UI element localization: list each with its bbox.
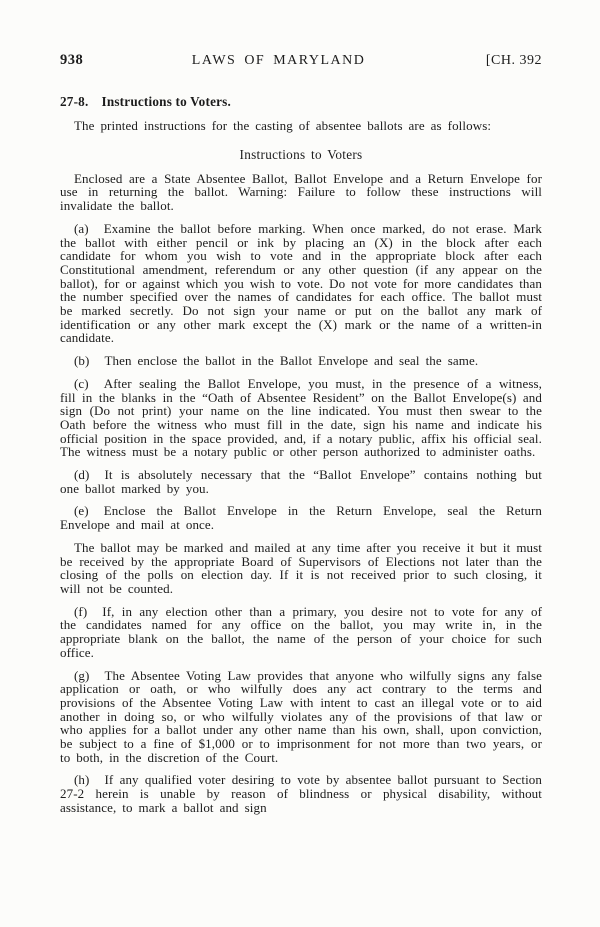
paragraph-a: [60, 222, 542, 345]
page-number: 938: [60, 52, 84, 68]
intro-text: The printed instructions for the casting of absentee ballots are as follows:: [74, 118, 492, 133]
paragraph-text: The Absentee Voting Law provides that anyone who wilfully signs any false application or oath, or who wilfully does any act contrary to the terms and provisions of the Absentee Voting Law with intent to cast an illegal vote or to aid another in doing so, or who wilfully violates any of the provisions of that law or who applies for a ballot under any other name than his own, shall, upon conviction, be subject to a fine of $1,000 or to imprisonment for not more than two years, or to both, in the discretion of the Court.: [60, 667, 542, 765]
paragraph-text: If any qualified voter desiring to vote by absentee ballot pursuant to Section 27-2 herein is unable by reason of blindness or physical disability, without assistance, to mark a ballot and sign: [60, 772, 542, 815]
section-heading: [60, 94, 542, 110]
paragraph-h: [60, 773, 542, 814]
paragraph-label: (a): [74, 220, 89, 236]
paragraph-f: [60, 605, 542, 660]
paragraph-enclosed: [60, 172, 542, 213]
paragraph-text: The ballot may be marked and mailed at any time after you receive it but it must be received by the appropriate Board of Supervisors of Elections not later than the closing of the polls on election day. If it is not received prior to such closing, it will not be counted.: [60, 539, 542, 596]
paragraph-label: (b): [74, 353, 90, 369]
instructions-subtitle: Instructions to Voters: [239, 146, 363, 162]
paragraph-text: Examine the ballot before marking. When once marked, do not erase. Mark the ballot with either pencil or ink by placing an (X) in the block after each candidate for whom you wish to vote and in the appropriate block after each Constitutional amendment, referendum or any other question (if any appear on the ballot), for or against which you wish to vote. Do not vote for more candidates than the number specified over the names of candidates for each office. The ballot must be marked secretly. Do not sign your name or put on the ballot any mark of identification or any other mark except the (X) mark or the name of a written-in candidate.: [60, 220, 542, 346]
paragraph-label: (e): [74, 503, 89, 519]
paragraph-text: It is absolutely necessary that the “Ballot Envelope” contains nothing but one ballot marked by you.: [60, 467, 542, 496]
running-title: LAWS OF MARYLAND: [191, 53, 366, 68]
paragraph-d: [60, 468, 542, 495]
paragraph-label: (c): [74, 375, 89, 391]
paragraph-text: Enclosed are a State Absentee Ballot, Ballot Envelope and a Return Envelope for use in returning the ballot. Warning: Failure to follow these instructions will invalidate the ballot.: [60, 170, 542, 214]
paragraph-text: After sealing the Ballot Envelope, you must, in the presence of a witness, fill in the blanks in the “Oath of Absentee Resident” on the Ballot Envelope(s) and sign (Do not print) your name on the line indicated. You must then swear to the Oath before the witness who must fill in the date, sign his name and indicate his official position in the space provided, and, if a notary public, affix his official seal. The witness must be a notary public or other person authorized to administer oaths.: [60, 375, 542, 460]
running-header: [60, 52, 542, 69]
paragraph-e: [60, 504, 542, 531]
section-number: 27-8.: [60, 94, 89, 109]
paragraph-label: (d): [74, 467, 90, 483]
paragraph-text: Then enclose the ballot in the Ballot Envelope and seal the same.: [104, 353, 479, 369]
paragraph-text: If, in any election other than a primary, you desire not to vote for any of the candidates named for any office on the ballot, you may write in, in the appropriate blank on the ballot, the name of the person of your choice for such office.: [60, 603, 542, 660]
paragraph-c: [60, 377, 542, 459]
paragraph-text: Enclose the Ballot Envelope in the Return Envelope, seal the Return Envelope and mail at once.: [60, 503, 542, 533]
paragraph-label: (f): [74, 603, 88, 619]
paragraph-label: (g): [74, 667, 90, 683]
paragraph-g: [60, 669, 542, 765]
intro-paragraph: [60, 119, 542, 133]
paragraph-label: (h): [74, 772, 90, 788]
paragraph-b: [60, 354, 542, 368]
section-title: Instructions to Voters.: [101, 94, 232, 109]
chapter-reference: [CH. 392: [485, 53, 542, 68]
paragraph-ballot-mailing: [60, 541, 542, 596]
